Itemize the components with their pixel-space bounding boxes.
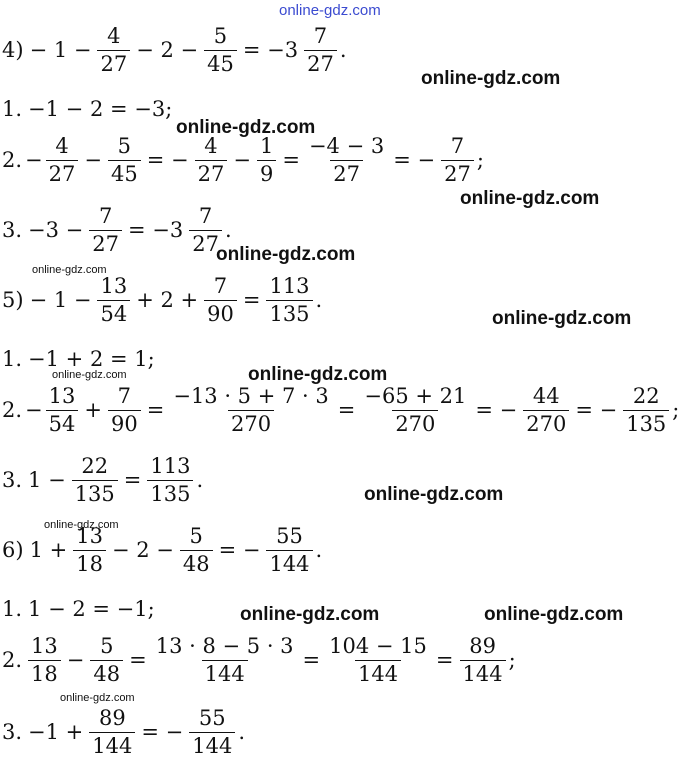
term: −1 +: [28, 720, 84, 744]
fraction: $\frac{13}{18}$: [73, 526, 106, 575]
term: = −3: [128, 218, 184, 242]
fraction: $\frac{13}{18}$: [28, 636, 61, 685]
step-number: 1.: [2, 97, 23, 121]
term: =: [123, 468, 142, 492]
term: =: [337, 398, 356, 422]
period: .: [224, 218, 232, 242]
term: =: [242, 288, 261, 312]
fraction: $\frac{1}{9}$: [257, 136, 276, 185]
watermark: online-gdz.com: [460, 188, 600, 209]
fraction: $\frac{113}{135}$: [147, 456, 193, 505]
fraction: $\frac{7}{27}$: [304, 26, 337, 75]
watermark-small: online-gdz.com: [32, 264, 107, 276]
term: + 2 +: [136, 288, 199, 312]
watermark: online-gdz.com: [216, 244, 356, 265]
term: =: [302, 648, 321, 672]
step-number: 2.: [2, 398, 23, 422]
fraction: $\frac{44}{270}$: [523, 386, 569, 435]
fraction: $\frac{5}{45}$: [108, 136, 141, 185]
fraction: $\frac{89}{144}$: [89, 708, 135, 757]
fraction: $\frac{7}{27}$: [89, 206, 122, 255]
problem-5-step-3: [2, 456, 203, 505]
fraction: $\frac{5}{45}$: [204, 26, 237, 75]
problem-4-statement: [2, 26, 347, 75]
term: −: [25, 148, 43, 172]
term: = −: [141, 720, 184, 744]
term: 1 −: [28, 468, 66, 492]
step-number: 1.: [2, 597, 23, 621]
fraction: $\frac{22}{135}$: [72, 456, 118, 505]
problem-4-step-1: [2, 99, 175, 120]
term: − 1 −: [29, 288, 92, 312]
watermark-small: online-gdz.com: [52, 369, 127, 381]
watermark: online-gdz.com: [421, 68, 561, 89]
fraction: $\frac{4}{27}$: [195, 136, 228, 185]
term: = −: [393, 148, 436, 172]
problem-5-step-2: [2, 386, 679, 435]
fraction: $\frac{4}{27}$: [46, 136, 79, 185]
term: =: [146, 398, 165, 422]
watermark: online-gdz.com: [484, 604, 624, 625]
problem-4-step-2: [2, 136, 484, 185]
term: +: [84, 398, 102, 422]
term: 1 − 2 = −1;: [28, 597, 155, 621]
term: =: [129, 648, 147, 672]
problem-4-step-3: [2, 206, 232, 255]
term: = −: [475, 398, 518, 422]
term: =: [435, 648, 454, 672]
term: −: [84, 148, 102, 172]
problem-number: 5): [2, 288, 24, 312]
watermark: online-gdz.com: [176, 117, 316, 138]
watermark: online-gdz.com: [364, 484, 504, 505]
step-number: 3.: [2, 720, 23, 744]
fraction: $\frac{89}{144}$: [460, 636, 506, 685]
fraction: $\frac{22}{135}$: [623, 386, 669, 435]
term: = −: [218, 538, 261, 562]
fraction: $\frac{13}{54}$: [97, 276, 130, 325]
fraction: $\frac{7}{90}$: [108, 386, 141, 435]
watermark: online-gdz.com: [248, 364, 388, 385]
term: −: [233, 148, 251, 172]
fraction: $\frac{7}{27}$: [189, 206, 222, 255]
watermark-small: online-gdz.com: [44, 519, 119, 531]
top-watermark: online-gdz.com: [279, 2, 381, 19]
fraction: $\frac{13}{54}$: [46, 386, 79, 435]
term: 1 +: [29, 538, 68, 562]
semicolon: ;: [476, 148, 484, 172]
term: −: [66, 648, 85, 672]
step-number: 2.: [2, 648, 23, 672]
problem-number: 4): [2, 38, 24, 62]
term: − 2 −: [111, 538, 174, 562]
watermark: online-gdz.com: [240, 604, 380, 625]
step-number: 3.: [2, 218, 23, 242]
term: − 2 −: [136, 38, 199, 62]
problem-number: 6): [2, 538, 24, 562]
term: −3 −: [28, 218, 84, 242]
fraction: $\frac{-65 + 21}{270}$: [364, 384, 467, 436]
term: = −3: [242, 38, 299, 62]
term: = −: [575, 398, 618, 422]
fraction: $\frac{113}{135}$: [266, 276, 312, 325]
fraction: $\frac{13 \cdot 8 - 5 \cdot 3}{144}$: [155, 634, 294, 686]
step-number: 2.: [2, 148, 23, 172]
fraction: $\frac{5}{48}$: [180, 526, 213, 575]
fraction: $\frac{55}{144}$: [189, 708, 235, 757]
step-number: 1.: [2, 347, 23, 371]
problem-6-step-2: [2, 636, 516, 685]
period: .: [315, 538, 323, 562]
term: − 1 −: [29, 38, 92, 62]
fraction: $\frac{4}{27}$: [97, 26, 130, 75]
term: = −: [146, 148, 189, 172]
fraction: $\frac{-13 \cdot 5 + 7 \cdot 3}{270}$: [173, 384, 329, 436]
problem-6-step-1: [2, 599, 158, 620]
problem-5-step-1: [2, 349, 158, 370]
semicolon: ;: [672, 398, 679, 422]
watermark-small: online-gdz.com: [60, 692, 135, 704]
fraction: $\frac{55}{144}$: [266, 526, 312, 575]
term: −: [25, 398, 43, 422]
term: −1 − 2 = −3;: [28, 97, 173, 121]
term: −1 + 2 = 1;: [28, 347, 155, 371]
problem-6-step-3: [2, 708, 245, 757]
semicolon: ;: [508, 648, 516, 672]
period: .: [238, 720, 246, 744]
term: =: [282, 148, 300, 172]
fraction: $\frac{5}{48}$: [90, 636, 123, 685]
problem-6-statement: [2, 526, 322, 575]
period: .: [196, 468, 204, 492]
period: .: [339, 38, 347, 62]
problem-5-statement: [2, 276, 322, 325]
fraction: $\frac{7}{90}$: [204, 276, 237, 325]
fraction: $\frac{7}{27}$: [441, 136, 474, 185]
fraction: $\frac{-4 - 3}{27}$: [308, 134, 385, 186]
fraction: $\frac{104 - 15}{144}$: [329, 634, 427, 686]
period: .: [315, 288, 323, 312]
step-number: 3.: [2, 468, 23, 492]
watermark: online-gdz.com: [492, 308, 632, 329]
